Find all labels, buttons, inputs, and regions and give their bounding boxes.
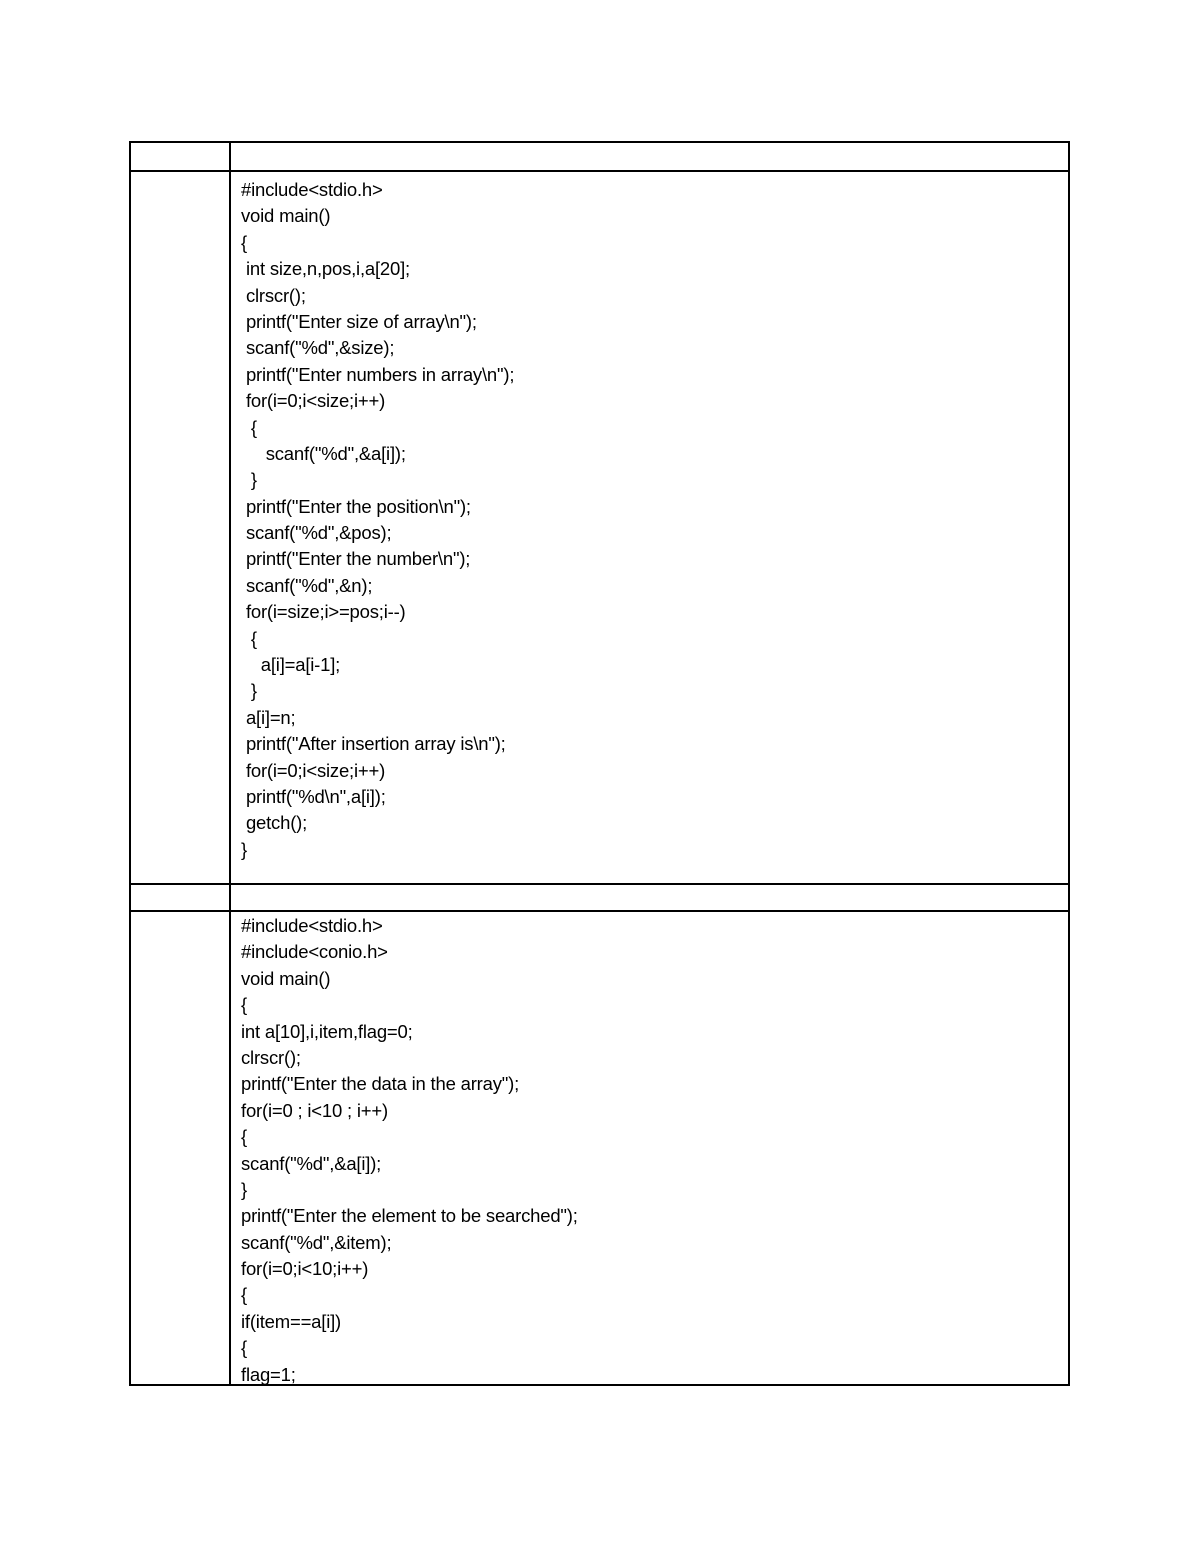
code-line: { — [241, 1337, 247, 1359]
code-line: scanf("%d",&pos); — [241, 522, 392, 544]
code-line: for(i=0;i<10;i++) — [241, 1258, 369, 1280]
code-line: printf("Enter size of array\n"); — [241, 310, 477, 332]
column-divider — [229, 912, 231, 1384]
table-row-header-2 — [131, 885, 1068, 912]
code-line: for(i=size;i>=pos;i--) — [241, 601, 406, 623]
code-line: printf("%d\n",a[i]); — [241, 785, 386, 807]
code-line: { — [241, 1284, 247, 1306]
code-line: flag=1; — [241, 1363, 296, 1385]
table-row-header-1 — [131, 143, 1068, 172]
code-line: { — [241, 627, 257, 649]
document-table — [129, 141, 1070, 1386]
code-line: printf("Enter numbers in array\n"); — [241, 363, 515, 385]
code-line: #include<stdio.h> — [241, 915, 383, 936]
table-row-program-1 — [131, 172, 1068, 885]
code-line: void main() — [241, 205, 331, 227]
code-line: for(i=0;i<size;i++) — [241, 759, 386, 781]
code-line: int a[10],i,item,flag=0; — [241, 1020, 413, 1042]
table-row-program-2 — [131, 912, 1068, 1384]
code-line: a[i]=a[i-1]; — [241, 654, 341, 676]
code-line: { — [241, 1126, 247, 1148]
code-line: if(item==a[i]) — [241, 1310, 342, 1332]
code-line: { — [241, 994, 247, 1016]
code-block-program-1 — [241, 177, 1058, 863]
code-line: clrscr(); — [241, 1046, 301, 1068]
code-line: } — [241, 469, 257, 491]
code-line: #include<conio.h> — [241, 941, 388, 963]
code-line: for(i=0 ; i<10 ; i++) — [241, 1099, 388, 1121]
code-line: { — [241, 231, 247, 253]
code-line: printf("Enter the element to be searched"); — [241, 1205, 578, 1227]
code-line: printf("Enter the position\n"); — [241, 495, 471, 517]
code-line: void main() — [241, 967, 331, 989]
code-line: } — [241, 838, 247, 860]
code-line: scanf("%d",&a[i]); — [241, 1152, 382, 1174]
code-line: scanf("%d",&a[i]); — [241, 442, 406, 464]
code-line: } — [241, 680, 257, 702]
code-line: scanf("%d",&size); — [241, 337, 395, 359]
code-line: printf("Enter the number\n"); — [241, 548, 471, 570]
code-line: #include<stdio.h> — [241, 179, 383, 200]
code-line: for(i=0;i<size;i++) — [241, 390, 386, 412]
code-line: { — [241, 416, 257, 438]
column-divider — [229, 885, 231, 910]
code-block-program-2 — [241, 913, 1058, 1388]
code-line: clrscr(); — [241, 284, 306, 306]
code-line: printf("Enter the data in the array"); — [241, 1073, 520, 1095]
code-line: a[i]=n; — [241, 706, 296, 728]
code-line: getch(); — [241, 812, 308, 834]
code-line: int size,n,pos,i,a[20]; — [241, 258, 410, 280]
code-line: scanf("%d",&item); — [241, 1231, 392, 1253]
code-line: printf("After insertion array is\n"); — [241, 733, 506, 755]
column-divider — [229, 172, 231, 883]
column-divider — [229, 143, 231, 170]
code-line: scanf("%d",&n); — [241, 574, 373, 596]
code-line: } — [241, 1178, 247, 1200]
